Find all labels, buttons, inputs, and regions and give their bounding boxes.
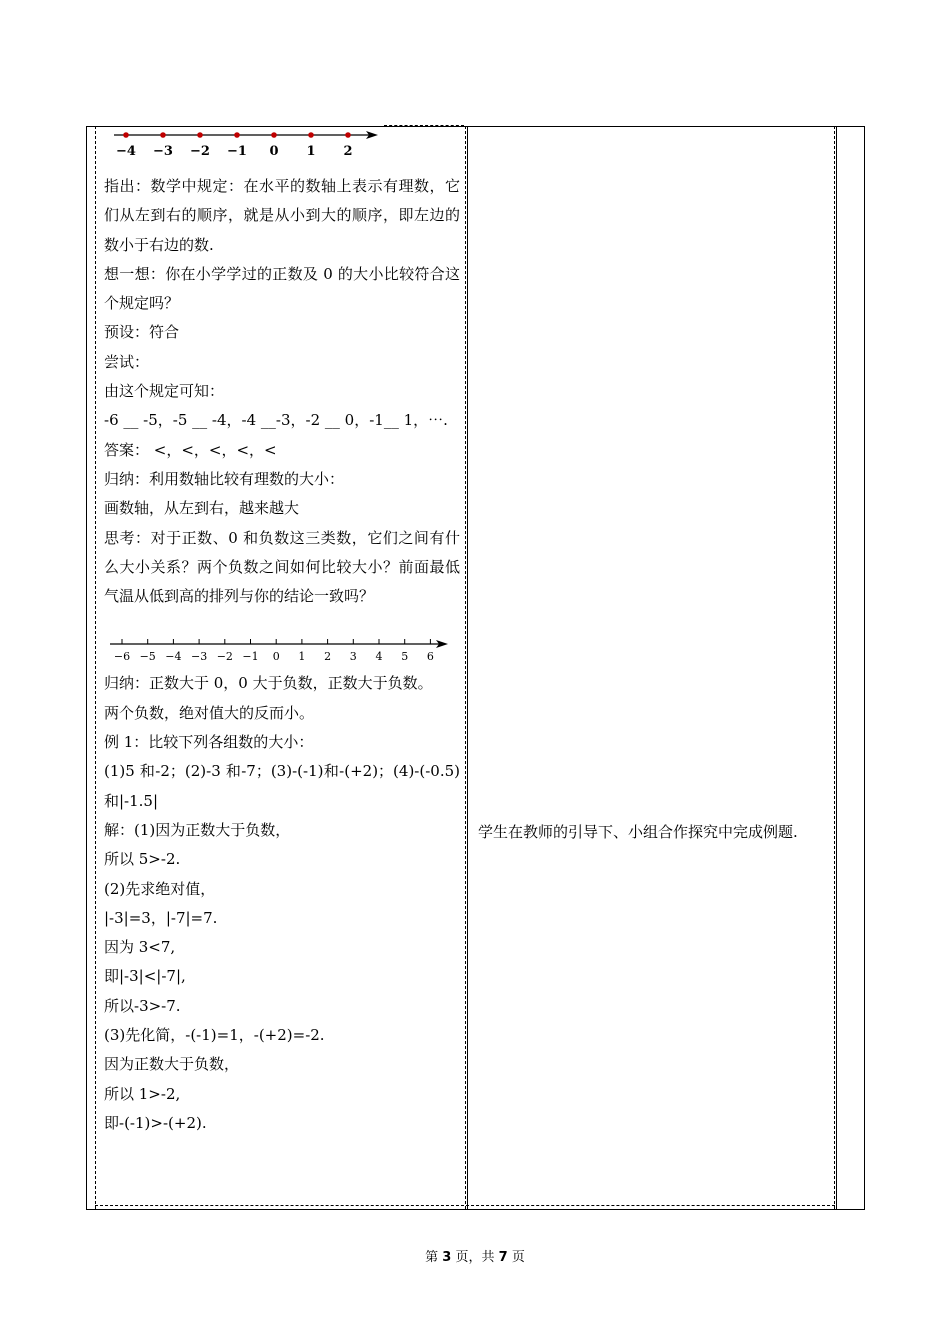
tick-label: −4 [116, 144, 136, 159]
cell-dashed-middle [465, 126, 466, 1209]
cell-dashed-left [95, 126, 96, 1209]
tick-label: −5 [139, 650, 156, 664]
tick-label: −6 [113, 650, 131, 664]
tick-label: 4 [375, 650, 383, 664]
number-line-full [104, 617, 460, 665]
block2-line: 归纳：正数大于 0，0 大于负数，正数大于负数。 [104, 674, 433, 693]
table-divider-middle [467, 126, 468, 1209]
block1-line: 思考：对于正数、0 和负数这三类数，它们之间有什么大小关系？两个负数之间如何比较大小？前面最低气温从低到高的排列与你的结论一致吗？ [104, 528, 460, 606]
block2-line: 两个负数，绝对值大的反而小。 [104, 703, 315, 722]
left-column [104, 126, 460, 1138]
block2-line: 即|-3|<|-7|, [104, 967, 186, 986]
block2-line: 所以 5>-2. [104, 850, 181, 869]
table-border-left [86, 126, 87, 1209]
tick-label: 1 [298, 650, 306, 664]
block1-line: 指出：数学中规定：在水平的数轴上表示有理数，它们从左到右的顺序，就是从小到大的顺序，即左边的数小于右边的数. [104, 177, 460, 254]
footer-suffix: 页 [511, 1250, 525, 1265]
block1-line: 想一想：你在小学学过的正数及 0 的大小比较符合这个规定吗？ [104, 264, 460, 313]
tick-label: 5 [401, 650, 409, 664]
tick-label: −2 [190, 144, 210, 159]
table-divider-right [836, 126, 837, 1209]
block2-line: (1)5 和-2；(2)-3 和-7；(3)-(-1)和-(+2)；(4)-(-0.5)和|-1.5| [104, 762, 460, 810]
footer-page-number: 3 [442, 1250, 452, 1265]
block2-line: 因为正数大于负数， [104, 1055, 240, 1074]
axis-point [234, 132, 240, 138]
block2-line: 所以-3>-7. [104, 996, 181, 1015]
block2-line: 所以 1>-2, [104, 1084, 181, 1103]
block1-line: 由这个规定可知： [104, 382, 225, 401]
block1-line: 答案： <，<，<，<，< [104, 440, 277, 459]
page-footer [0, 1246, 950, 1265]
tick-label: 2 [324, 650, 332, 664]
axis-point [160, 132, 166, 138]
block2-line: 因为 3<7, [104, 938, 176, 957]
tick-label: −2 [216, 650, 233, 664]
footer-prefix: 第 [425, 1250, 439, 1265]
tick-label: −3 [190, 650, 208, 664]
block2-line: (3)先化简，-(-1)=1，-(+2)=-2. [104, 1026, 325, 1045]
tick-label: 1 [306, 144, 316, 159]
tick-label: 0 [272, 650, 280, 664]
block1-line: 预设：符合 [104, 323, 180, 342]
axis-point [308, 132, 314, 138]
footer-middle: 页，共 [455, 1250, 495, 1265]
tick-label: 2 [343, 144, 353, 159]
number-line-small [104, 126, 460, 172]
left-text-block-1 [104, 172, 460, 611]
tick-label: −3 [153, 144, 173, 159]
block1-line: 归纳：利用数轴比较有理数的大小： [104, 469, 345, 488]
cell-dashed-right [834, 126, 835, 1209]
tick-label: −4 [165, 650, 182, 664]
tick-label: 0 [269, 144, 279, 159]
student-activity-text: 学生在教师的引导下、小组合作探究中完成例题. [478, 823, 798, 841]
axis-point [197, 132, 203, 138]
cell-dashed-bottom [95, 1205, 835, 1206]
block2-line: 解：(1)因为正数大于负数， [104, 820, 291, 839]
footer-total-pages: 7 [498, 1250, 508, 1265]
left-text-block-2 [104, 669, 460, 1138]
block1-line: -6 __ -5，-5 __ -4，-4 __-3，-2 __ 0，-1__ 1，⋯. [104, 411, 448, 430]
table-border-right [864, 126, 865, 1209]
tick-label: 3 [349, 650, 357, 664]
tick-label: 6 [426, 650, 434, 664]
axis-point [271, 132, 277, 138]
block1-line: 画数轴，从左到右，越来越大 [104, 499, 300, 518]
axis-point [345, 132, 351, 138]
block2-line: (2)先求绝对值， [104, 879, 216, 898]
right-column [478, 818, 823, 847]
block2-line: |-3|=3，|-7|=7. [104, 908, 218, 927]
tick-label: −1 [227, 144, 247, 159]
tick-label: −1 [242, 650, 259, 664]
block1-line: 尝试： [104, 352, 150, 371]
block2-line: 例 1：比较下列各组数的大小： [104, 733, 314, 752]
block2-line: 即-(-1)>-(+2). [104, 1113, 207, 1132]
axis-point [123, 132, 129, 138]
